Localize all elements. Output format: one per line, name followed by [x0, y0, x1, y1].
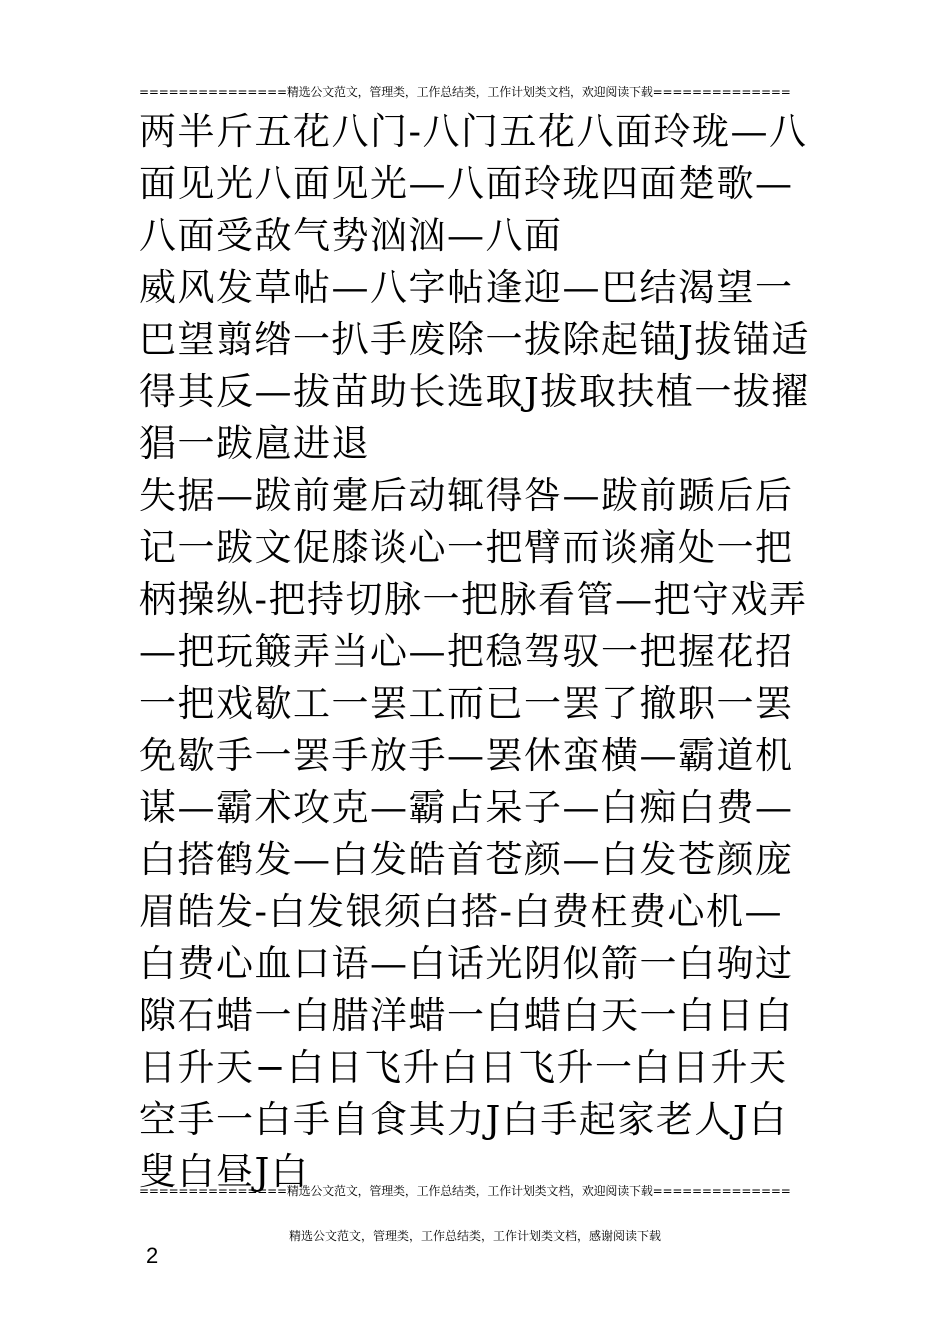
document-body	[139, 106, 815, 1198]
body-paragraph-3: 失据—跋前疐后动辄得咎—跋前踬后后记一跋文促膝谈心一把臂而谈痛处一把柄操纵-把持切脉一把脉看管—把守戏弄—把玩簸弄当心—把稳驾驭一把握花招一把戏歇工一罢工而已一罢了撤职一罢免歇手一罢手放手—罢休蛮横—霸道机谋—霸术攻克—霸占呆子—白痴白费—白搭鹤发—白发皓首苍颜—白发苍颜庞眉皓发-白发银须白搭-白费枉费心机—白费心血口语—白话光阴似箭一白驹过隙石蜡一白腊洋蜡一白蜡白天一白日白日升天−白日飞升白日飞升一白日升天空手一白手自食其力J白手起家老人J白叟白昼J白	[139, 474, 808, 1193]
footer-banner: ===============精选公文范文，管理类，工作总结类，工作计划类文档，欢迎阅读下载==============	[139, 1184, 791, 1198]
footer-note: 精选公文范文，管理类，工作总结类，工作计划类文档，感谢阅读下载	[288, 1229, 661, 1243]
header-banner: ===============精选公文范文，管理类，工作总结类，工作计划类文档，欢迎阅读下载==============	[139, 85, 791, 99]
body-paragraph-1: 两半斤五花八门-八门五花八面玲珑—八面见光八面见光—八面玲珑四面楚歌—八面受敌气势汹汹—八面	[139, 110, 808, 257]
body-paragraph-2: 威风发草帖—八字帖逢迎—巴结渴望一巴望翦绺一扒手废除一拔除起锚J拔锚适得其反—拔苗助长选取J拔取扶植一拔擢猖一跋扈进退	[139, 266, 810, 465]
page-number: 2	[146, 1243, 159, 1268]
